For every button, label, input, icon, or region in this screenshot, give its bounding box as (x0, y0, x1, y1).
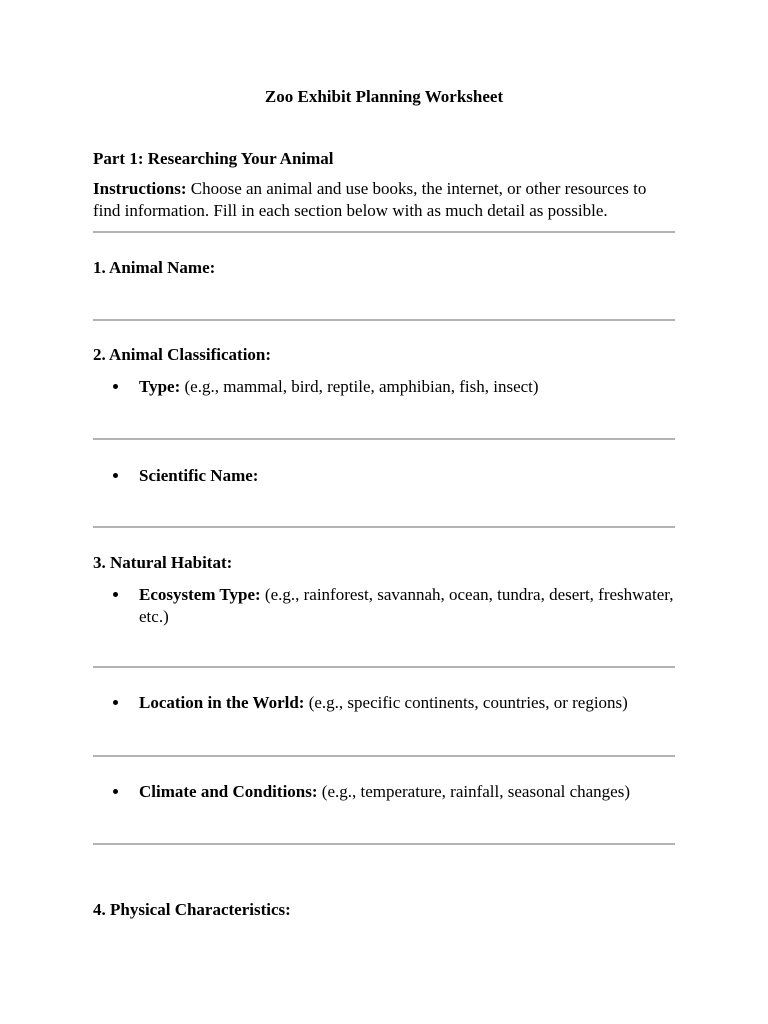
scientific-name-label: Scientific Name: (139, 466, 259, 485)
location-hint: (e.g., specific continents, countries, or regions) (304, 693, 628, 712)
worksheet-page (93, 0, 675, 1024)
bullet-icon (113, 377, 121, 397)
bullet-icon (113, 693, 121, 713)
instructions-label: Instructions: (93, 179, 187, 198)
climate-item (139, 781, 675, 803)
answer-line-ecosystem-type[interactable] (93, 666, 675, 668)
type-label: Type: (139, 377, 181, 396)
scientific-name-item (139, 465, 675, 487)
instructions-text: Choose an animal and use books, the internet, or other resources to find information. Fill in each section below with as much detail as possible. (93, 179, 647, 220)
ecosystem-type-item (139, 584, 675, 628)
climate-hint: (e.g., temperature, rainfall, seasonal changes) (317, 782, 630, 801)
answer-line-animal-name[interactable] (93, 319, 675, 321)
divider-line (93, 231, 675, 233)
bullet-icon (113, 585, 121, 605)
location-label: Location in the World: (139, 693, 305, 712)
part1-heading: Part 1: Researching Your Animal (93, 149, 334, 168)
bullet-icon (113, 782, 121, 802)
answer-line-climate[interactable] (93, 843, 675, 845)
page-title: Zoo Exhibit Planning Worksheet (264, 87, 504, 106)
section-physical-heading: 4. Physical Characteristics: (93, 900, 291, 919)
bullet-icon (113, 466, 121, 486)
answer-line-type[interactable] (93, 438, 675, 440)
section-animal-name-heading: 1. Animal Name: (93, 258, 216, 277)
answer-line-scientific-name[interactable] (93, 526, 675, 528)
section-classification-heading: 2. Animal Classification: (93, 345, 272, 364)
instructions-paragraph (93, 178, 675, 222)
answer-line-location[interactable] (93, 755, 675, 757)
location-item (139, 692, 675, 714)
ecosystem-type-label: Ecosystem Type: (139, 585, 261, 604)
ecosystem-type-hint: (e.g., rainforest, savannah, ocean, tundra, desert, freshwater, etc.) (139, 585, 674, 626)
section-habitat-heading: 3. Natural Habitat: (93, 553, 233, 572)
type-item (139, 376, 675, 398)
climate-label: Climate and Conditions: (139, 782, 318, 801)
type-hint: (e.g., mammal, bird, reptile, amphibian, fish, insect) (180, 377, 539, 396)
